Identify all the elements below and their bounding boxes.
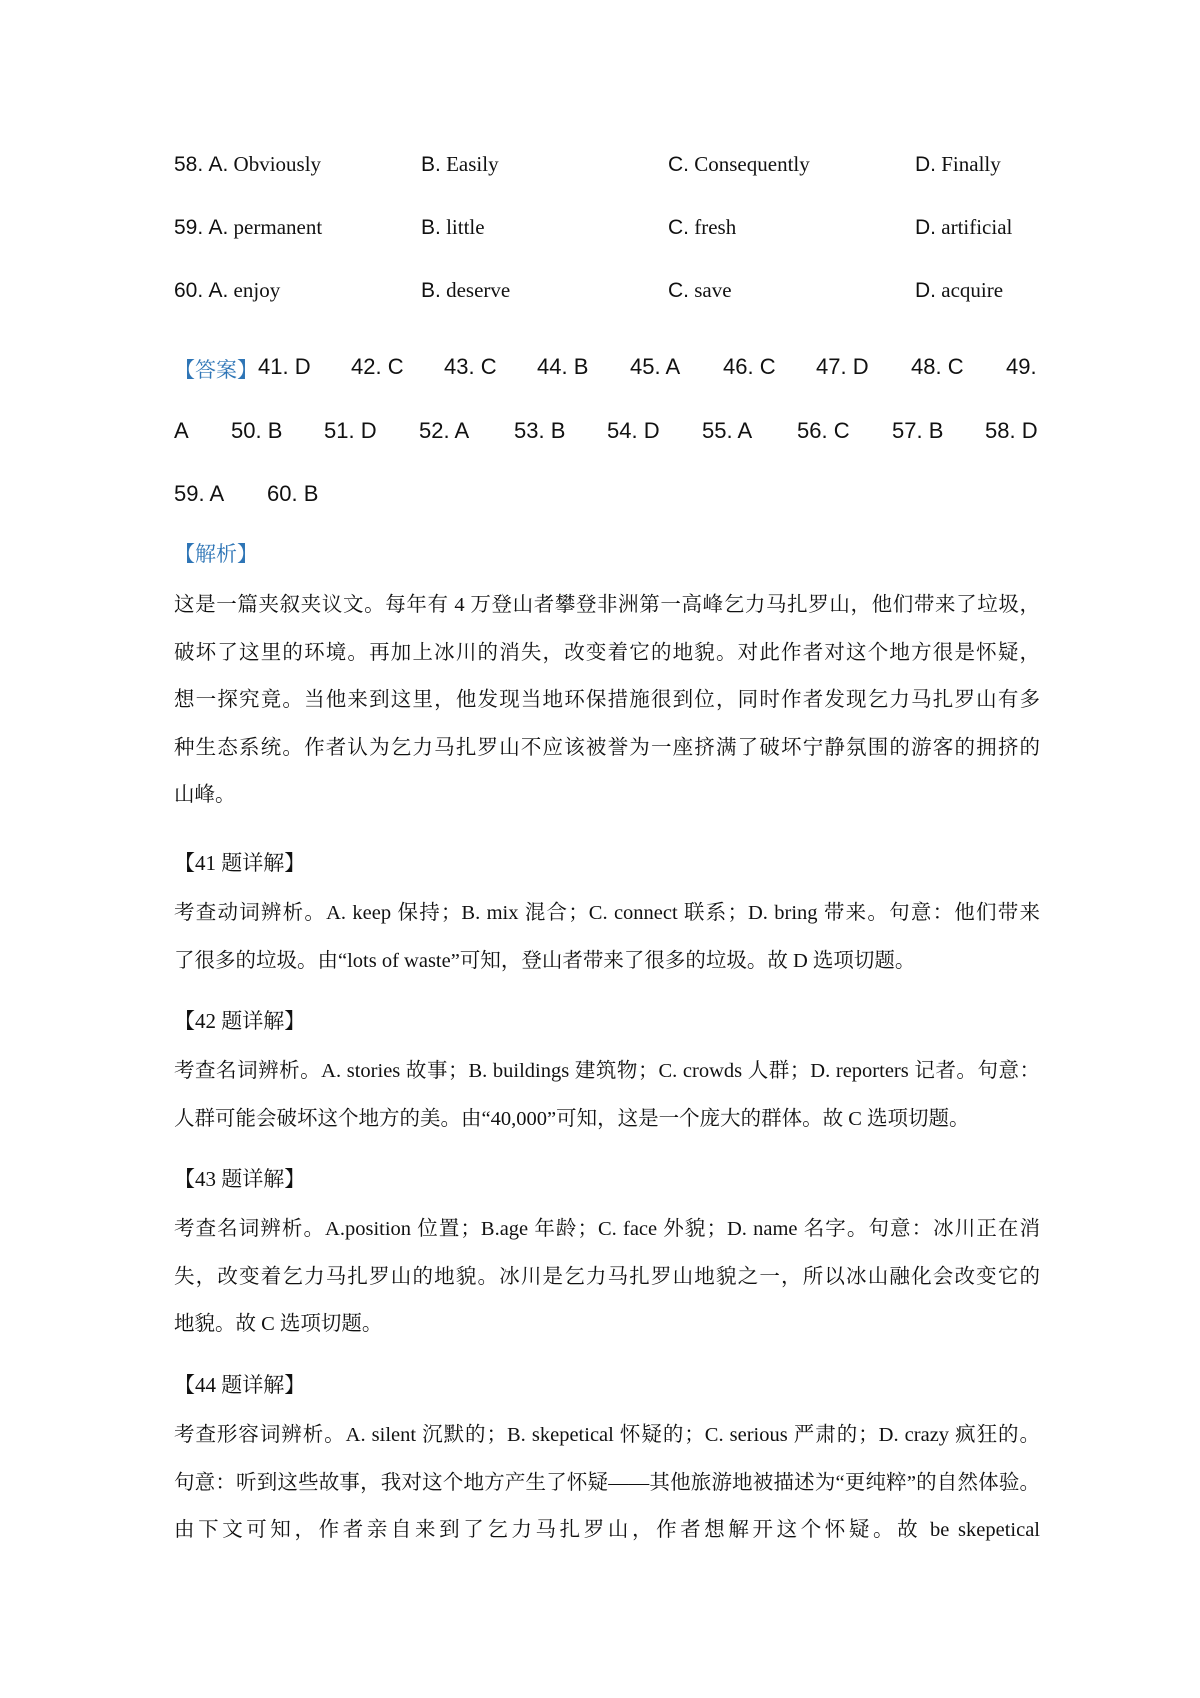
text-line: 地貌。故 C 选项切题。 bbox=[174, 1313, 383, 1335]
option-text: deserve bbox=[446, 278, 511, 302]
answer-label: 【答案】 bbox=[174, 358, 258, 382]
option-row-60 bbox=[174, 278, 1040, 318]
option-b bbox=[421, 152, 499, 177]
text-line: 破坏了这里的环境。再加上冰川的消失，改变着它的地貌。对此作者对这个地方很是怀疑， bbox=[174, 641, 1040, 664]
answer-item: 50. B bbox=[231, 418, 283, 443]
text-line: 句意：听到这些故事，我对这个地方产生了怀疑——其他旅游地被描述为“更纯粹”的自然体验。 bbox=[174, 1471, 1040, 1494]
option-text: Finally bbox=[941, 152, 1001, 176]
text-line: 了很多的垃圾。由“lots of waste”可知，登山者带来了很多的垃圾。故 D 选项切题。 bbox=[174, 949, 916, 972]
option-text: fresh bbox=[694, 215, 737, 239]
option-label: D. bbox=[915, 279, 936, 302]
analysis-label: 【解析】 bbox=[174, 542, 258, 566]
text-line: 种生态系统。作者认为乞力马扎罗山不应该被誉为一座挤满了破坏宁静氛围的游客的拥挤的 bbox=[174, 736, 1040, 759]
answer-item: 44. B bbox=[537, 354, 589, 379]
question-number: 60. bbox=[174, 279, 204, 302]
option-label: B. bbox=[421, 153, 441, 176]
text-line: 山峰。 bbox=[174, 784, 236, 806]
option-label: A. bbox=[208, 216, 229, 239]
option-row-58 bbox=[174, 152, 1040, 192]
text-line: 考查名词辨析。A. stories 故事；B. buildings 建筑物；C. crowds 人群；D. reporters 记者。句意： bbox=[174, 1060, 1040, 1082]
option-label: B. bbox=[421, 216, 441, 239]
answer-item: 53. B bbox=[514, 418, 566, 443]
option-b bbox=[421, 278, 510, 303]
answer-item: 51. D bbox=[324, 418, 377, 443]
text-line: 失，改变着乞力马扎罗山的地貌。冰川是乞力马扎罗山地貌之一，所以冰山融化会改变它的 bbox=[174, 1265, 1040, 1288]
answer-item: A bbox=[174, 418, 189, 443]
text-line: 考查名词辨析。A.position 位置；B.age 年龄；C. face 外貌；D. name 名字。句意：冰川正在消 bbox=[174, 1218, 1040, 1240]
section-body-41 bbox=[174, 890, 1040, 985]
answer-item: 56. C bbox=[797, 418, 850, 443]
text-line: 由下文可知，作者亲自来到了乞力马扎罗山，作者想解开这个怀疑。故 be skepetical bbox=[174, 1519, 1040, 1541]
option-row-59 bbox=[174, 215, 1040, 255]
answer-item: 57. B bbox=[892, 418, 944, 443]
question-number: 58. bbox=[174, 153, 204, 176]
answer-item: 59. A bbox=[174, 481, 225, 506]
answer-item: 52. A bbox=[419, 418, 470, 443]
section-heading-43: 【43 题详解】 bbox=[174, 1167, 306, 1191]
option-d bbox=[915, 278, 1003, 303]
option-d bbox=[915, 152, 1001, 177]
option-text: permanent bbox=[233, 215, 323, 239]
answer-item: 60. B bbox=[267, 481, 319, 506]
answer-item: 46. C bbox=[723, 354, 776, 379]
answer-item: 41. D bbox=[258, 354, 311, 379]
option-text: enjoy bbox=[233, 278, 281, 302]
answer-row-2 bbox=[174, 418, 1040, 458]
answer-row-1 bbox=[174, 354, 1040, 394]
section-heading-42: 【42 题详解】 bbox=[174, 1009, 306, 1033]
answer-item: 58. D bbox=[985, 418, 1038, 443]
option-label: D. bbox=[915, 216, 936, 239]
answer-item: 47. D bbox=[816, 354, 869, 379]
option-text: artificial bbox=[941, 215, 1013, 239]
option-d bbox=[915, 215, 1012, 240]
option-text: Consequently bbox=[694, 152, 810, 176]
option-a bbox=[174, 152, 321, 177]
section-body-43 bbox=[174, 1206, 1040, 1349]
answer-row-3 bbox=[174, 481, 1040, 521]
option-b bbox=[421, 215, 485, 240]
answer-item: 45. A bbox=[630, 354, 681, 379]
option-c bbox=[668, 215, 736, 240]
option-a bbox=[174, 278, 280, 303]
summary-paragraph bbox=[174, 582, 1040, 820]
option-c bbox=[668, 152, 810, 177]
question-number: 59. bbox=[174, 216, 204, 239]
option-label: C. bbox=[668, 279, 689, 302]
option-label: C. bbox=[668, 216, 689, 239]
answer-item: 43. C bbox=[444, 354, 497, 379]
answer-item: 42. C bbox=[351, 354, 404, 379]
answer-item: 48. C bbox=[911, 354, 964, 379]
section-heading-41: 【41 题详解】 bbox=[174, 851, 306, 875]
section-body-42 bbox=[174, 1048, 1040, 1143]
section-heading-44: 【44 题详解】 bbox=[174, 1373, 306, 1397]
option-text: save bbox=[694, 278, 732, 302]
text-line: 考查动词辨析。A. keep 保持；B. mix 混合；C. connect 联系；D. bring 带来。句意：他们带来 bbox=[174, 902, 1040, 924]
option-label: A. bbox=[208, 279, 229, 302]
text-line: 考查形容词辨析。A. silent 沉默的；B. skepetical 怀疑的；C. serious 严肃的；D. crazy 疯狂的。 bbox=[174, 1424, 1040, 1446]
option-label: B. bbox=[421, 279, 441, 302]
answer-item: 54. D bbox=[607, 418, 660, 443]
text-line: 这是一篇夹叙夹议文。每年有 4 万登山者攀登非洲第一高峰乞力马扎罗山，他们带来了垃圾， bbox=[174, 594, 1040, 616]
answer-item: 49. bbox=[1006, 354, 1037, 379]
answer-item: 55. A bbox=[702, 418, 753, 443]
option-text: Easily bbox=[446, 152, 499, 176]
text-line: 人群可能会破坏这个地方的美。由“40,000”可知，这是一个庞大的群体。故 C 选项切题。 bbox=[174, 1107, 970, 1130]
option-label: A. bbox=[208, 153, 229, 176]
option-a bbox=[174, 215, 322, 240]
option-label: D. bbox=[915, 153, 936, 176]
text-line: 想一探究竟。当他来到这里，他发现当地环保措施很到位，同时作者发现乞力马扎罗山有多 bbox=[174, 689, 1040, 711]
section-body-44 bbox=[174, 1412, 1040, 1555]
option-text: Obviously bbox=[233, 152, 322, 176]
option-label: C. bbox=[668, 153, 689, 176]
option-text: acquire bbox=[941, 278, 1004, 302]
option-text: little bbox=[446, 215, 485, 239]
option-c bbox=[668, 278, 732, 303]
